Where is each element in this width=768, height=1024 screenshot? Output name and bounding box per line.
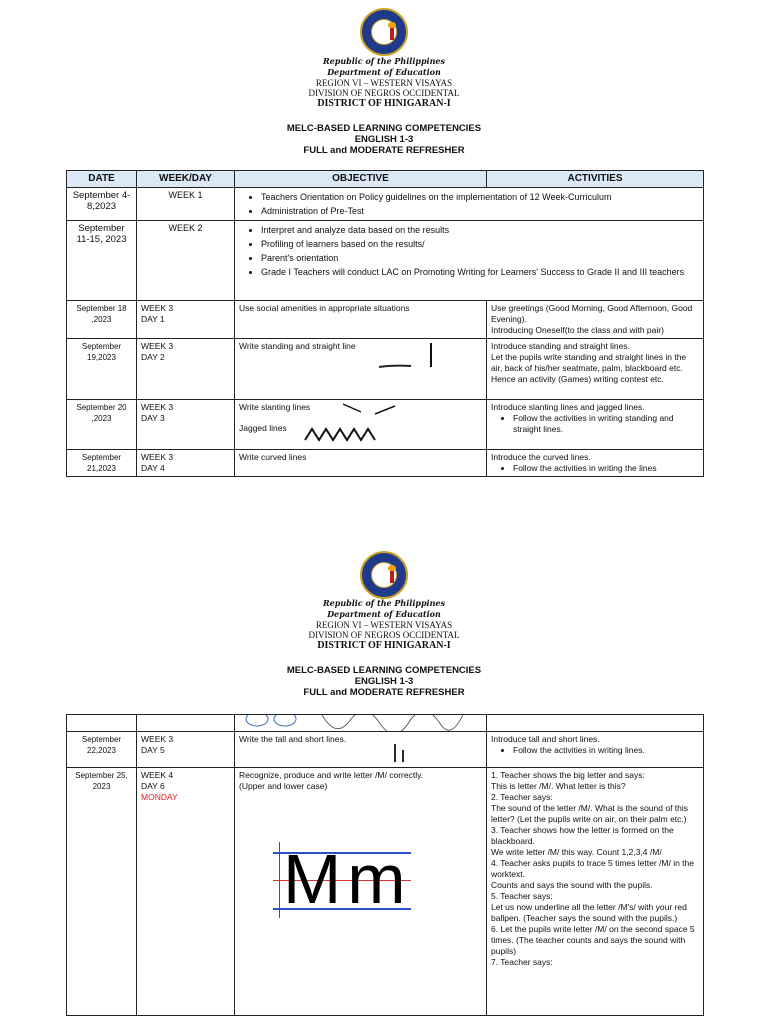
list-item: • Teachers Orientation on Policy guidelines on the implementation of 12 Week-Curriculum [261, 190, 699, 204]
activities-cell: Introduce tall and short lines. • Follow the activities in writing lines. [487, 732, 704, 768]
table-row [67, 188, 704, 221]
table-row [67, 400, 704, 450]
header-week-day: WEEK/DAY [137, 171, 235, 188]
header-date: DATE [67, 171, 137, 188]
date-cell: September 21,2023 [67, 450, 137, 477]
activities-cell: 1. Teacher shows the big letter and says: This is letter /M/. What letter is this? 2. Teacher says: The sound of the letter /M/. What is the sound of this letter? (Let the pupils write on air, on their palm etc.) 3. Teacher shows how the letter is formed on the blackboard. We write letter /M/ this way. Count 1,2,3,4 /M/ 4. Teacher asks pupils to trace 5 times letter /M/ in the worktext. Counts and says the sound with the pupils. 5. Teacher says: Let us now underline all the letter /M's/ with your red ballpen. (Teacher says the sound with the pupils.) 6. Let the pupils write letter /M/ on the second space 5 times. (The teacher counts and says the sound with pupils) 7. Teacher says: [487, 768, 704, 1016]
activities-cell: Introduce standing and straight lines. Let the pupils write standing and straight lines in the air, back of his/her seatmate, palm, blackboard etc. Hence an activity (Games) writing contest etc. [487, 339, 704, 400]
table-row [67, 339, 704, 400]
header-activities: ACTIVITIES [487, 171, 704, 188]
objective-cell: Write the tall and short lines. [235, 732, 487, 768]
list-item: • Follow the activities in writing the lines [513, 463, 699, 474]
letter-m-writing-guide [273, 842, 411, 920]
week-cell: WEEK 3 DAY 5 [137, 732, 235, 768]
document-title: MELC-BASED LEARNING COMPETENCIES ENGLISH 1-3 FULL and MODERATE REFRESHER [286, 123, 482, 156]
table-row [67, 450, 704, 477]
list-item: • Grade I Teachers will conduct LAC on Promoting Writing for Learners' Success to Grade II and III teachers [261, 265, 699, 279]
activities-cell: Introduce slanting lines and jagged lines. • Follow the activities in writing standing and straight lines. [487, 400, 704, 450]
activities-cell: Use greetings (Good Morning, Good Afternoon, Good Evening). Introducing Oneself(to the class and with pair) [487, 301, 704, 339]
objective-cell: Recognize, produce and write letter /M/ correctly. (Upper and lower case) Mm [235, 768, 487, 1016]
objective-cell: Write curved lines [235, 450, 487, 477]
date-cell: September 19,2023 [67, 339, 137, 400]
table-row [67, 732, 704, 768]
list-item: • Follow the activities in writing standing and straight lines. [513, 413, 699, 435]
date-cell: September 25, 2023 [67, 768, 137, 1016]
deped-seal [360, 551, 408, 599]
competency-table-1 [66, 170, 704, 477]
deped-seal [360, 8, 408, 56]
table-row [67, 221, 704, 301]
division-line: DIVISION OF NEGROS OCCIDENTAL [308, 630, 460, 640]
department-line: Department of Education [327, 609, 441, 619]
list-item: • Administration of Pre-Test [261, 204, 699, 218]
date-cell: September 4-8,2023 [67, 188, 137, 221]
competency-table-2 [66, 714, 704, 1016]
republic-line: Republic of the Philippines [322, 56, 445, 66]
week-cell: WEEK 1 [137, 188, 235, 221]
week-cell: WEEK 3 DAY 2 [137, 339, 235, 400]
header-objective: OBJECTIVE [235, 171, 487, 188]
letterhead [0, 56, 768, 109]
week-cell: WEEK 3 DAY 1 [137, 301, 235, 339]
objective-cell [235, 221, 704, 301]
table-row [67, 768, 704, 1016]
list-item: • Profiling of learners based on the results/ [261, 237, 699, 251]
slanting-lines-drawing [339, 402, 409, 418]
list-item: • Interpret and analyze data based on the results [261, 223, 699, 237]
blank-header-row [67, 715, 704, 732]
week-cell: WEEK 3 DAY 3 [137, 400, 235, 450]
date-cell: September 18 ,2023 [67, 301, 137, 339]
department-line: Department of Education [327, 67, 441, 77]
jagged-lines-drawing [303, 426, 379, 442]
objective-cell: Write standing and straight line [235, 339, 487, 400]
date-cell: September 20 ,2023 [67, 400, 137, 450]
standing-line-drawing [375, 341, 455, 375]
region-line: REGION VI – WESTERN VISAYAS [315, 620, 453, 630]
district-line: DISTRICT OF HINIGARAN-I [317, 640, 451, 651]
division-line: DIVISION OF NEGROS OCCIDENTAL [308, 88, 460, 98]
district-line: DISTRICT OF HINIGARAN-I [317, 98, 451, 109]
tall-short-lines-drawing [389, 740, 413, 764]
objective-cell: Use social amenities in appropriate situations [235, 301, 487, 339]
objective-cell: Write slanting lines Jagged lines [235, 400, 487, 450]
list-item: • Follow the activities in writing lines. [513, 745, 699, 756]
letterhead [0, 598, 768, 651]
curved-lines-drawing [241, 715, 471, 732]
letter-mm-sample: Mm [283, 840, 412, 918]
region-line: REGION VI – WESTERN VISAYAS [315, 78, 453, 88]
activities-cell: Introduce the curved lines. • Follow the activities in writing the lines [487, 450, 704, 477]
republic-line: Republic of the Philippines [322, 598, 445, 608]
list-item: • Parent's orientation [261, 251, 699, 265]
document-title: MELC-BASED LEARNING COMPETENCIES ENGLISH 1-3 FULL and MODERATE REFRESHER [286, 665, 482, 698]
date-cell: September 11-15, 2023 [67, 221, 137, 301]
week-cell: WEEK 2 [137, 221, 235, 301]
week-cell: WEEK 3 DAY 4 [137, 450, 235, 477]
objective-cell [235, 188, 704, 221]
date-cell: September 22,2023 [67, 732, 137, 768]
week-cell: WEEK 4 DAY 6 MONDAY [137, 768, 235, 1016]
table-row [67, 301, 704, 339]
